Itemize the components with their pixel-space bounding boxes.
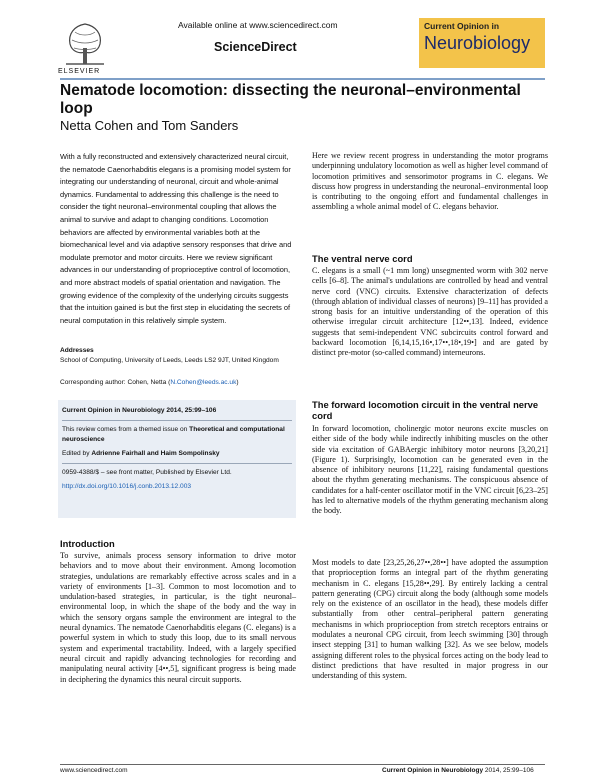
page-header (0, 0, 600, 80)
themed-issue-prefix: This review comes from a themed issue on (62, 426, 190, 433)
journal-prefix: Current Opinion in (424, 21, 500, 31)
forward-circuit-text-2: Most models to date [23,25,26,27••,28••] have adopted the assumption that proprioception forms an integral part of the rhythm generating mechanism in C. elegans [15,28••,29]. By entirely lacking a central pattern generating (CPG) circuit along the body (although some models rely on the existence of an oscillator in the head), these models differ substantially from other central–peripheral pattern generating mechanisms in which proprioception from stretch receptors entrains or modulates a neuronal CPG circuit, from leech swimming [30] through insect stepping [31] to human walking [32]. As we see below, models assigning different roles to the physical forces acting on the body lead to distinct predictions that have resulted in major progress in our understanding of this system. (312, 558, 548, 681)
footer-citation (382, 767, 534, 774)
corresponding-close: ) (236, 379, 239, 386)
ventral-nerve-cord-text: C. elegans is a small (~1 mm long) unsegmented worm with 302 nerve cells [6–8]. The animal's undulations are controlled by head and ventral nerve cord (VNC) circuits. Extensive characterization of defects (through ablation of individual classes of neurons) [9–11] has provided a strong basis for an intuitive understanding of the operation of this otherwise irregular circuit architecture [12••,13]. Indeed, evidence suggests that semi-independent VNC subcircuits control forward and backward locomotion [6,14,15,16•,17••,18•,19•] and are gated by distinct pre-motor (so-called command) interneurons. (312, 266, 548, 358)
abstract-text: With a fully reconstructed and extensively characterized neural circuit, the nematode Caenorhabditis elegans is a promising model system for integrating our understanding of neuronal, circuit and whole-animal dynamics. Fundamental to addressing this challenge is the need to consider the tight neuronal–environmental coupling that allows the animal to survive and adapt to changing conditions. Locomotion behaviors are affected by environmental variables both at the biomechanical level and via adaptive sensory responses that drive and modulate premotor and motor circuits. Here we review significant advances in our understanding of proprioceptive control of locomotion, and more abstract models of spatial orientation and navigation. The growing evidence of the complexity of the underlying circuits suggests that the intuition gained is but the first step in elucidating the secrets of neural computation in this relatively simple system. (60, 152, 292, 325)
elsevier-wordmark: ELSEVIER (58, 68, 101, 75)
copyright-line: 0959-4388/$ – see front matter, Published by Elsevier Ltd. (62, 469, 232, 476)
article-info-box (58, 400, 296, 518)
article-authors: Netta Cohen and Tom Sanders (60, 118, 239, 133)
editors-line (62, 449, 292, 459)
footer-volume: 2014, 25:99–106 (483, 767, 534, 774)
info-divider (62, 420, 292, 421)
forward-circuit-heading: The forward locomotion circuit in the ventral nerve cord (312, 399, 539, 421)
elsevier-tree-logo (60, 18, 110, 68)
info-divider (62, 463, 292, 464)
forward-circuit-text-1: In forward locomotion, cholinergic motor neurons excite muscles on either side of the body while indirectly inhibiting muscles on the other side via excitation of GABAergic inhibitory motor neurons [3,20,21] (Figure 1). Surprisingly, locomotion can be generated even in the absence of inhibitory neurons [11,22], raising fundamental questions about the rhythm generating mechanisms. The conspicuous absence of candidates for a half-center oscillator motif in the VNC circuit [6,23–25] has led to alternative models of the rhythm generating mechanism along the body. (312, 424, 548, 516)
journal-name: Neurobiology (424, 33, 531, 53)
corresponding-label: Corresponding author: Cohen, Netta ( (60, 379, 171, 386)
addresses-block (60, 346, 296, 365)
addresses-heading: Addresses (60, 347, 94, 354)
footer-divider (60, 764, 545, 765)
introduction-heading: Introduction (60, 538, 115, 549)
ventral-nerve-cord-heading: The ventral nerve cord (312, 253, 413, 264)
journal-banner (419, 18, 545, 68)
header-divider (60, 78, 545, 80)
editors-names: Adrienne Fairhall and Haim Sompolinsky (91, 450, 220, 457)
review-scope-text: Here we review recent progress in understanding the motor programs underpinning undulatory locomotion as well as higher level command of locomotion primitives and sensorimotor programs in C. elegans. We discuss how progress in understanding the neuronal–environmental loop is contributing to the ongoing effort and fundamental challenges in assembling a whole animal model of C. elegans behavior. (312, 151, 548, 212)
doi-link[interactable]: http://dx.doi.org/10.1016/j.conb.2013.12.003 (62, 483, 192, 490)
available-online-link[interactable]: Available online at www.sciencedirect.com (178, 20, 338, 30)
addresses-text: School of Computing, University of Leeds, Leeds LS2 9JT, United Kingdom (60, 356, 279, 364)
article-title: Nematode locomotion: dissecting the neuronal–environmental loop (60, 82, 521, 117)
citation-line: Current Opinion in Neurobiology 2014, 25:99–106 (62, 407, 217, 414)
footer-journal: Current Opinion in Neurobiology (382, 767, 484, 774)
edited-by-prefix: Edited by (62, 450, 92, 457)
footer-website-link[interactable]: www.sciencedirect.com (60, 767, 128, 774)
sciencedirect-wordmark: ScienceDirect (214, 40, 297, 54)
themed-issue-line (62, 425, 292, 445)
introduction-text: To survive, animals process sensory information to drive motor behaviors and to move about their environment. Among locomotion strategies, undulations are remarkably effective across scales and in a variety of environments [1–3]. Common to most locomotion and to undulation-based strategies, in particular, is the tight neuronal–environmental loop, in which the shape of the body and the way in which the sensory organs sample the environment are integral to the neural dynamics. The nematode Caenorhabditis elegans (C. elegans) is a powerful system in which to study this loop, due to its small nervous system and experimental tractability. Indeed, with a largely specified neural circuit and rapidly advancing technologies for recording and manipulating neural activity [4••,5], significant progress is being made in deciphering the dynamics this neural circuit supports. (60, 551, 296, 684)
corresponding-email-link[interactable]: N.Cohen@leeds.ac.uk (170, 379, 237, 386)
corresponding-author (60, 378, 296, 388)
themed-issue-title: Theoretical and computational neuroscience (62, 426, 285, 443)
